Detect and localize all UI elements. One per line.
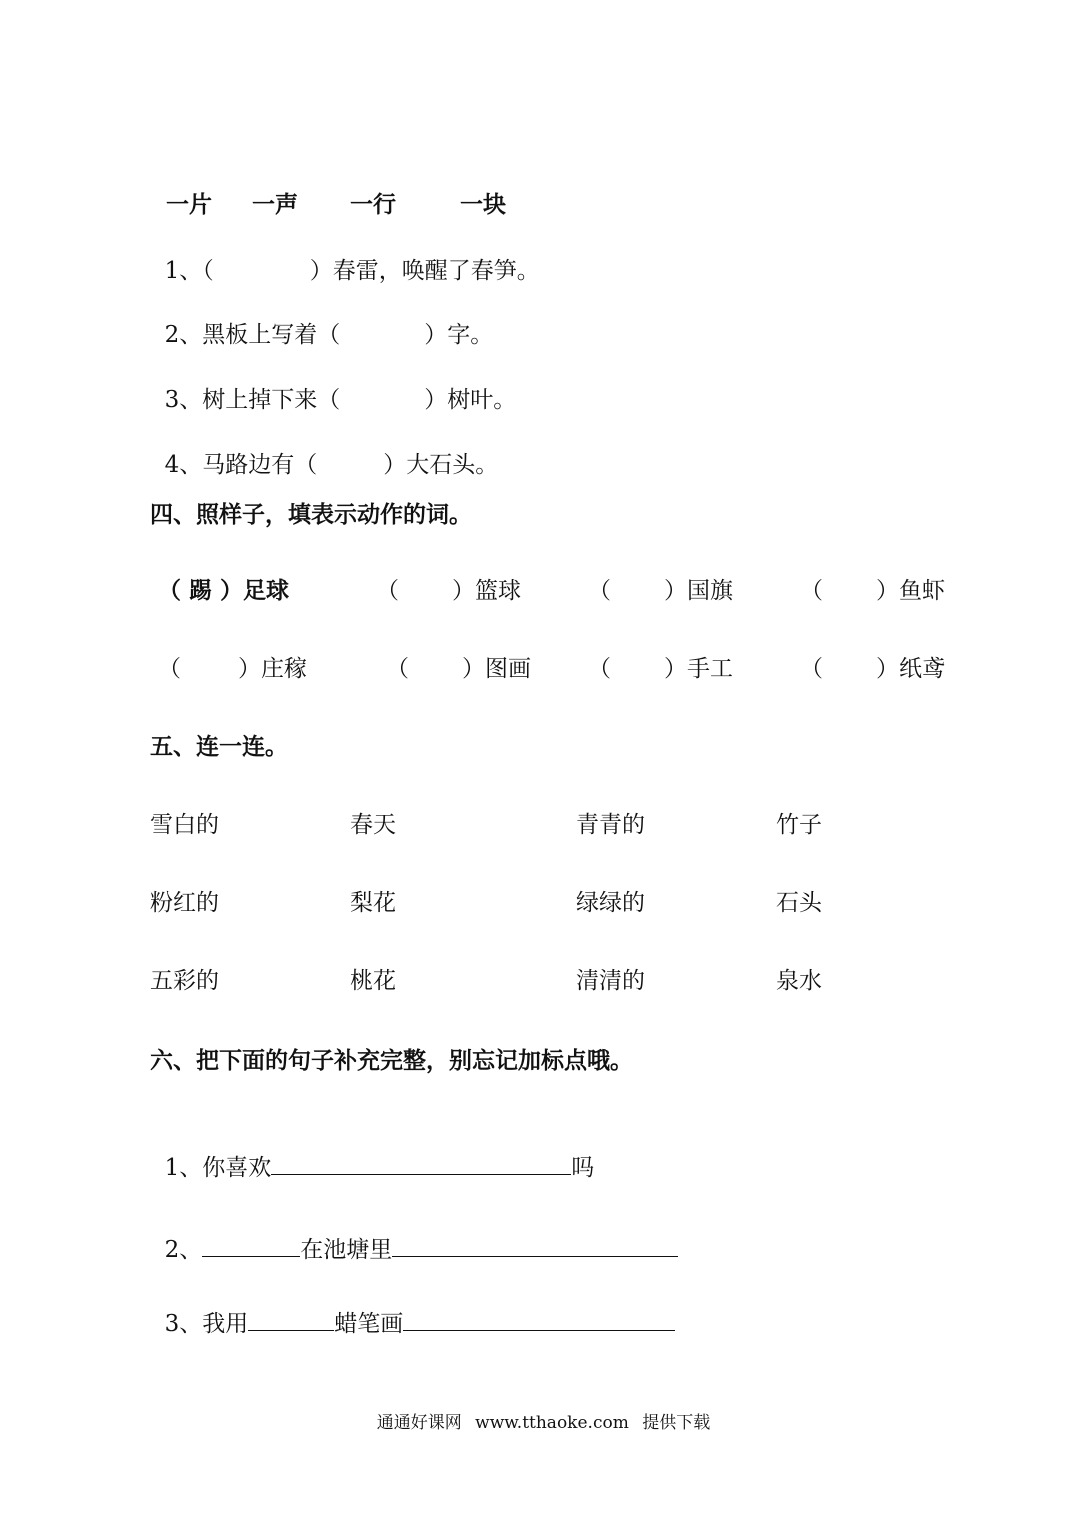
measure-word-bank xyxy=(150,160,506,220)
measure-word: 一行 xyxy=(350,192,397,218)
match-word[interactable]: 石头 xyxy=(776,890,822,916)
match-word[interactable]: 雪白的 xyxy=(150,812,219,838)
verb-object: ）庄稼 xyxy=(238,656,307,682)
sentence-1: 1、你喜欢 吗 xyxy=(150,1122,594,1183)
verb-object: ）纸鸢 xyxy=(876,656,945,682)
verb-blank-open[interactable]: （ xyxy=(376,578,399,604)
sentence-2: 2、 在池塘里 xyxy=(150,1204,678,1265)
verb-blank-open[interactable]: （ xyxy=(158,656,181,682)
section-5-title: 五、连一连。 xyxy=(150,734,288,760)
measure-word: 一声 xyxy=(252,192,299,218)
verb-object: ）鱼虾 xyxy=(876,578,945,604)
match-word[interactable]: 绿绿的 xyxy=(576,890,645,916)
match-word[interactable]: 桃花 xyxy=(350,968,396,994)
match-word[interactable]: 粉红的 xyxy=(150,890,219,916)
question-2: 2、黑板上写着（ ）字。 xyxy=(164,322,494,348)
section-6-title: 六、把下面的句子补充完整，别忘记加标点哦。 xyxy=(150,1048,633,1074)
question-number: 2、 xyxy=(164,322,203,348)
question-number: 2、 xyxy=(164,1237,203,1263)
question-4: 4、马路边有（ ）大石头。 xyxy=(164,452,499,478)
question-number: 3、 xyxy=(164,1311,203,1337)
match-word[interactable]: 青青的 xyxy=(576,812,645,838)
measure-word: 一块 xyxy=(460,192,507,218)
question-1: 1、（ ）春雷，唤醒了春笋。 xyxy=(164,258,540,284)
answer-line[interactable] xyxy=(392,1234,678,1257)
verb-object: ）篮球 xyxy=(452,578,521,604)
verb-object: ）国旗 xyxy=(664,578,733,604)
match-word[interactable]: 春天 xyxy=(350,812,396,838)
match-word[interactable]: 竹子 xyxy=(776,812,822,838)
sentence-3: 3、我用 蜡笔画 xyxy=(150,1278,675,1339)
page-footer xyxy=(0,1408,1087,1433)
section-4-example: （ 踢 ）足球 xyxy=(158,578,290,604)
answer-line[interactable] xyxy=(248,1308,334,1331)
footer-url[interactable]: www.tthaoke.com xyxy=(475,1413,629,1433)
answer-line[interactable] xyxy=(202,1234,300,1257)
verb-object: ）图画 xyxy=(462,656,531,682)
match-word[interactable]: 五彩的 xyxy=(150,968,219,994)
section-4-title: 四、照样子，填表示动作的词。 xyxy=(150,502,472,528)
footer-note: 提供下载 xyxy=(642,1413,711,1433)
verb-blank-open[interactable]: （ xyxy=(800,578,823,604)
match-word[interactable]: 清清的 xyxy=(576,968,645,994)
answer-line[interactable] xyxy=(403,1308,675,1331)
match-word[interactable]: 梨花 xyxy=(350,890,396,916)
verb-blank-open[interactable]: （ xyxy=(588,578,611,604)
measure-word: 一片 xyxy=(166,192,213,218)
footer-site-name: 通通好课网 xyxy=(376,1413,462,1433)
match-word[interactable]: 泉水 xyxy=(776,968,822,994)
question-number: 3、 xyxy=(164,387,203,413)
verb-blank-open[interactable]: （ xyxy=(800,656,823,682)
question-3: 3、树上掉下来（ ）树叶。 xyxy=(164,387,517,413)
answer-line[interactable] xyxy=(271,1152,571,1175)
verb-object: ）手工 xyxy=(664,656,733,682)
question-number: 4、 xyxy=(164,452,203,478)
question-number: 1、 xyxy=(164,1155,203,1181)
verb-blank-open[interactable]: （ xyxy=(386,656,409,682)
verb-blank-open[interactable]: （ xyxy=(588,656,611,682)
question-number: 1、 xyxy=(164,258,203,284)
